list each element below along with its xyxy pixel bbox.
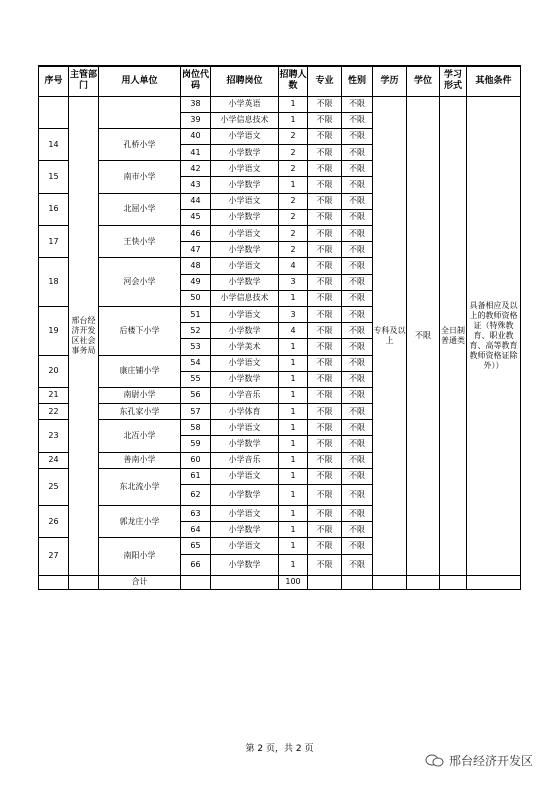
- cell-code: 49: [181, 274, 211, 290]
- cell-gender: 不限: [342, 452, 373, 468]
- cell-post: 小学数学: [211, 209, 279, 225]
- cell-post: 小学数学: [211, 554, 279, 575]
- header-edu: 学历: [373, 66, 407, 96]
- cell-count: 3: [279, 306, 308, 322]
- wechat-logo-icon: [425, 754, 445, 768]
- total-label: 合计: [99, 575, 181, 589]
- cell-unit: 善南小学: [99, 452, 181, 468]
- cell-gender: 不限: [342, 436, 373, 452]
- cell-post: 小学数学: [211, 522, 279, 538]
- total-degree: [407, 575, 440, 589]
- total-seq: [39, 575, 69, 589]
- cell-degree: 不限: [407, 96, 440, 575]
- cell-gender: 不限: [342, 420, 373, 436]
- cell-post: 小学语文: [211, 420, 279, 436]
- cell-major: 不限: [308, 420, 342, 436]
- cell-gender: 不限: [342, 161, 373, 177]
- cell-seq: 24: [39, 452, 69, 468]
- header-code: 岗位代码: [181, 66, 211, 96]
- total-dept: [69, 575, 99, 589]
- cell-count: 1: [279, 371, 308, 387]
- cell-unit: 南市小学: [99, 161, 181, 193]
- cell-gender: 不限: [342, 177, 373, 193]
- cell-major: 不限: [308, 209, 342, 225]
- cell-code: 42: [181, 161, 211, 177]
- header-post: 招聘岗位: [211, 66, 279, 96]
- cell-count: 1: [279, 339, 308, 355]
- cell-post: 小学语文: [211, 355, 279, 371]
- cell-major: 不限: [308, 554, 342, 575]
- cell-code: 60: [181, 452, 211, 468]
- cell-gender: 不限: [342, 112, 373, 128]
- cell-gender: 不限: [342, 339, 373, 355]
- cell-gender: 不限: [342, 506, 373, 522]
- cell-unit: 北屈小学: [99, 193, 181, 225]
- header-row: [39, 66, 521, 96]
- cell-code: 62: [181, 485, 211, 506]
- cell-count: 1: [279, 290, 308, 306]
- total-code: [181, 575, 211, 589]
- cell-gender: 不限: [342, 274, 373, 290]
- cell-gender: 不限: [342, 387, 373, 403]
- cell-post: 小学数学: [211, 177, 279, 193]
- cell-seq: 25: [39, 468, 69, 505]
- cell-code: 61: [181, 468, 211, 484]
- cell-post: 小学信息技术: [211, 290, 279, 306]
- cell-major: 不限: [308, 538, 342, 554]
- cell-unit: 后楼下小学: [99, 306, 181, 355]
- cell-code: 40: [181, 128, 211, 144]
- cell-unit: 孔桥小学: [99, 128, 181, 160]
- cell-gender: 不限: [342, 323, 373, 339]
- cell-seq: 23: [39, 420, 69, 452]
- cell-code: 63: [181, 506, 211, 522]
- cell-major: 不限: [308, 145, 342, 161]
- cell-count: 1: [279, 420, 308, 436]
- cell-major: 不限: [308, 306, 342, 322]
- cell-post: 小学数学: [211, 371, 279, 387]
- cell-count: 3: [279, 274, 308, 290]
- total-edu: [373, 575, 407, 589]
- cell-unit: 北冱小学: [99, 420, 181, 452]
- cell-post: 小学语文: [211, 306, 279, 322]
- cell-seq: 26: [39, 506, 69, 538]
- cell-major: 不限: [308, 96, 342, 112]
- cell-post: 小学数学: [211, 145, 279, 161]
- cell-dept: 邢台经济开发区社会事务局: [69, 96, 99, 575]
- cell-post: 小学数学: [211, 242, 279, 258]
- cell-major: 不限: [308, 112, 342, 128]
- cell-count: 2: [279, 128, 308, 144]
- cell-post: 小学音乐: [211, 387, 279, 403]
- cell-gender: 不限: [342, 554, 373, 575]
- cell-code: 51: [181, 306, 211, 322]
- cell-major: 不限: [308, 404, 342, 420]
- cell-unit: 东北流小学: [99, 468, 181, 505]
- cell-major: 不限: [308, 387, 342, 403]
- cell-code: 45: [181, 209, 211, 225]
- cell-major: 不限: [308, 339, 342, 355]
- cell-unit: 东孔家小学: [99, 404, 181, 420]
- cell-gender: 不限: [342, 371, 373, 387]
- header-other: 其他条件: [467, 66, 521, 96]
- header-unit: 用人单位: [99, 66, 181, 96]
- cell-code: 56: [181, 387, 211, 403]
- cell-code: 43: [181, 177, 211, 193]
- total-other: [467, 575, 521, 589]
- cell-count: 1: [279, 554, 308, 575]
- cell-code: 52: [181, 323, 211, 339]
- cell-post: 小学数学: [211, 274, 279, 290]
- cell-post: 小学语文: [211, 468, 279, 484]
- header-seq: 序号: [39, 66, 69, 96]
- cell-gender: 不限: [342, 522, 373, 538]
- cell-post: 小学语文: [211, 193, 279, 209]
- total-post: [211, 575, 279, 589]
- cell-gender: 不限: [342, 128, 373, 144]
- cell-code: 48: [181, 258, 211, 274]
- cell-post: 小学数学: [211, 485, 279, 506]
- cell-post: 小学体育: [211, 404, 279, 420]
- cell-seq: 20: [39, 355, 69, 387]
- cell-gender: 不限: [342, 290, 373, 306]
- cell-unit: 南阳小学: [99, 538, 181, 575]
- cell-seq: 18: [39, 258, 69, 307]
- cell-post: 小学数学: [211, 323, 279, 339]
- cell-post: 小学语文: [211, 226, 279, 242]
- cell-count: 1: [279, 177, 308, 193]
- header-major: 专业: [308, 66, 342, 96]
- cell-other: 具备相应及以上的教师资格证（特殊教育、职业教育、高等教育教师资格证除外））: [467, 96, 521, 575]
- cell-count: 1: [279, 506, 308, 522]
- cell-major: 不限: [308, 371, 342, 387]
- cell-seq: [39, 96, 69, 128]
- cell-count: 1: [279, 355, 308, 371]
- cell-count: 2: [279, 242, 308, 258]
- cell-post: 小学美术: [211, 339, 279, 355]
- cell-unit: 王快小学: [99, 226, 181, 258]
- watermark-text: 邢台经济开发区: [449, 754, 534, 768]
- cell-unit: 郭龙庄小学: [99, 506, 181, 538]
- cell-gender: 不限: [342, 485, 373, 506]
- header-degree: 学位: [407, 66, 440, 96]
- cell-unit: [99, 96, 181, 128]
- cell-major: 不限: [308, 436, 342, 452]
- cell-major: 不限: [308, 452, 342, 468]
- cell-code: 39: [181, 112, 211, 128]
- cell-count: 2: [279, 161, 308, 177]
- cell-code: 57: [181, 404, 211, 420]
- cell-post: 小学语文: [211, 161, 279, 177]
- cell-gender: 不限: [342, 226, 373, 242]
- cell-major: 不限: [308, 355, 342, 371]
- cell-count: 1: [279, 112, 308, 128]
- cell-gender: 不限: [342, 209, 373, 225]
- cell-major: 不限: [308, 128, 342, 144]
- total-mode: [440, 575, 467, 589]
- cell-count: 4: [279, 323, 308, 339]
- cell-major: 不限: [308, 177, 342, 193]
- cell-code: 55: [181, 371, 211, 387]
- cell-major: 不限: [308, 226, 342, 242]
- total-gender: [342, 575, 373, 589]
- cell-code: 41: [181, 145, 211, 161]
- cell-count: 1: [279, 485, 308, 506]
- cell-gender: 不限: [342, 468, 373, 484]
- cell-gender: 不限: [342, 193, 373, 209]
- cell-seq: 17: [39, 226, 69, 258]
- cell-code: 50: [181, 290, 211, 306]
- cell-major: 不限: [308, 468, 342, 484]
- cell-code: 53: [181, 339, 211, 355]
- header-dept: 主管部门: [69, 66, 99, 96]
- cell-unit: 康庄铺小学: [99, 355, 181, 387]
- cell-count: 2: [279, 145, 308, 161]
- cell-post: 小学信息技术: [211, 112, 279, 128]
- cell-count: 1: [279, 404, 308, 420]
- cell-count: 1: [279, 96, 308, 112]
- cell-edu: 专科及以上: [373, 96, 407, 575]
- cell-seq: 27: [39, 538, 69, 575]
- cell-count: 2: [279, 226, 308, 242]
- cell-unit: 南尉小学: [99, 387, 181, 403]
- header-gender: 性别: [342, 66, 373, 96]
- cell-code: 38: [181, 96, 211, 112]
- cell-major: 不限: [308, 323, 342, 339]
- watermark: [425, 752, 533, 769]
- cell-code: 59: [181, 436, 211, 452]
- cell-gender: 不限: [342, 355, 373, 371]
- cell-major: 不限: [308, 258, 342, 274]
- cell-major: 不限: [308, 242, 342, 258]
- table-row: [39, 96, 521, 112]
- cell-seq: 14: [39, 128, 69, 160]
- cell-gender: 不限: [342, 242, 373, 258]
- header-mode: 学习形式: [440, 66, 467, 96]
- cell-major: 不限: [308, 161, 342, 177]
- cell-count: 2: [279, 209, 308, 225]
- cell-post: 小学音乐: [211, 452, 279, 468]
- cell-post: 小学语文: [211, 128, 279, 144]
- cell-gender: 不限: [342, 96, 373, 112]
- cell-major: 不限: [308, 485, 342, 506]
- page-footer: 第 2 页，共 2 页: [245, 744, 314, 754]
- cell-code: 44: [181, 193, 211, 209]
- cell-seq: 16: [39, 193, 69, 225]
- cell-code: 54: [181, 355, 211, 371]
- cell-post: 小学英语: [211, 96, 279, 112]
- cell-code: 65: [181, 538, 211, 554]
- recruitment-table: [38, 65, 521, 590]
- cell-count: 1: [279, 387, 308, 403]
- cell-gender: 不限: [342, 306, 373, 322]
- cell-count: 1: [279, 522, 308, 538]
- cell-seq: 21: [39, 387, 69, 403]
- cell-gender: 不限: [342, 258, 373, 274]
- cell-count: 1: [279, 538, 308, 554]
- cell-major: 不限: [308, 274, 342, 290]
- cell-post: 小学语文: [211, 258, 279, 274]
- cell-count: 1: [279, 436, 308, 452]
- cell-code: 46: [181, 226, 211, 242]
- cell-code: 47: [181, 242, 211, 258]
- cell-major: 不限: [308, 506, 342, 522]
- cell-code: 58: [181, 420, 211, 436]
- cell-gender: 不限: [342, 538, 373, 554]
- cell-code: 66: [181, 554, 211, 575]
- header-count: 招聘人数: [279, 66, 308, 96]
- cell-seq: 15: [39, 161, 69, 193]
- cell-seq: 22: [39, 404, 69, 420]
- total-major: [308, 575, 342, 589]
- cell-post: 小学语文: [211, 538, 279, 554]
- cell-major: 不限: [308, 193, 342, 209]
- cell-major: 不限: [308, 522, 342, 538]
- cell-count: 1: [279, 452, 308, 468]
- cell-gender: 不限: [342, 145, 373, 161]
- cell-seq: 19: [39, 306, 69, 355]
- cell-gender: 不限: [342, 404, 373, 420]
- total-row: [39, 575, 521, 589]
- cell-count: 4: [279, 258, 308, 274]
- cell-code: 64: [181, 522, 211, 538]
- cell-count: 2: [279, 193, 308, 209]
- cell-mode: 全日制普通类: [440, 96, 467, 575]
- total-count: 100: [279, 575, 308, 589]
- cell-major: 不限: [308, 290, 342, 306]
- cell-post: 小学语文: [211, 506, 279, 522]
- cell-post: 小学数学: [211, 436, 279, 452]
- cell-unit: 河会小学: [99, 258, 181, 307]
- cell-count: 1: [279, 468, 308, 484]
